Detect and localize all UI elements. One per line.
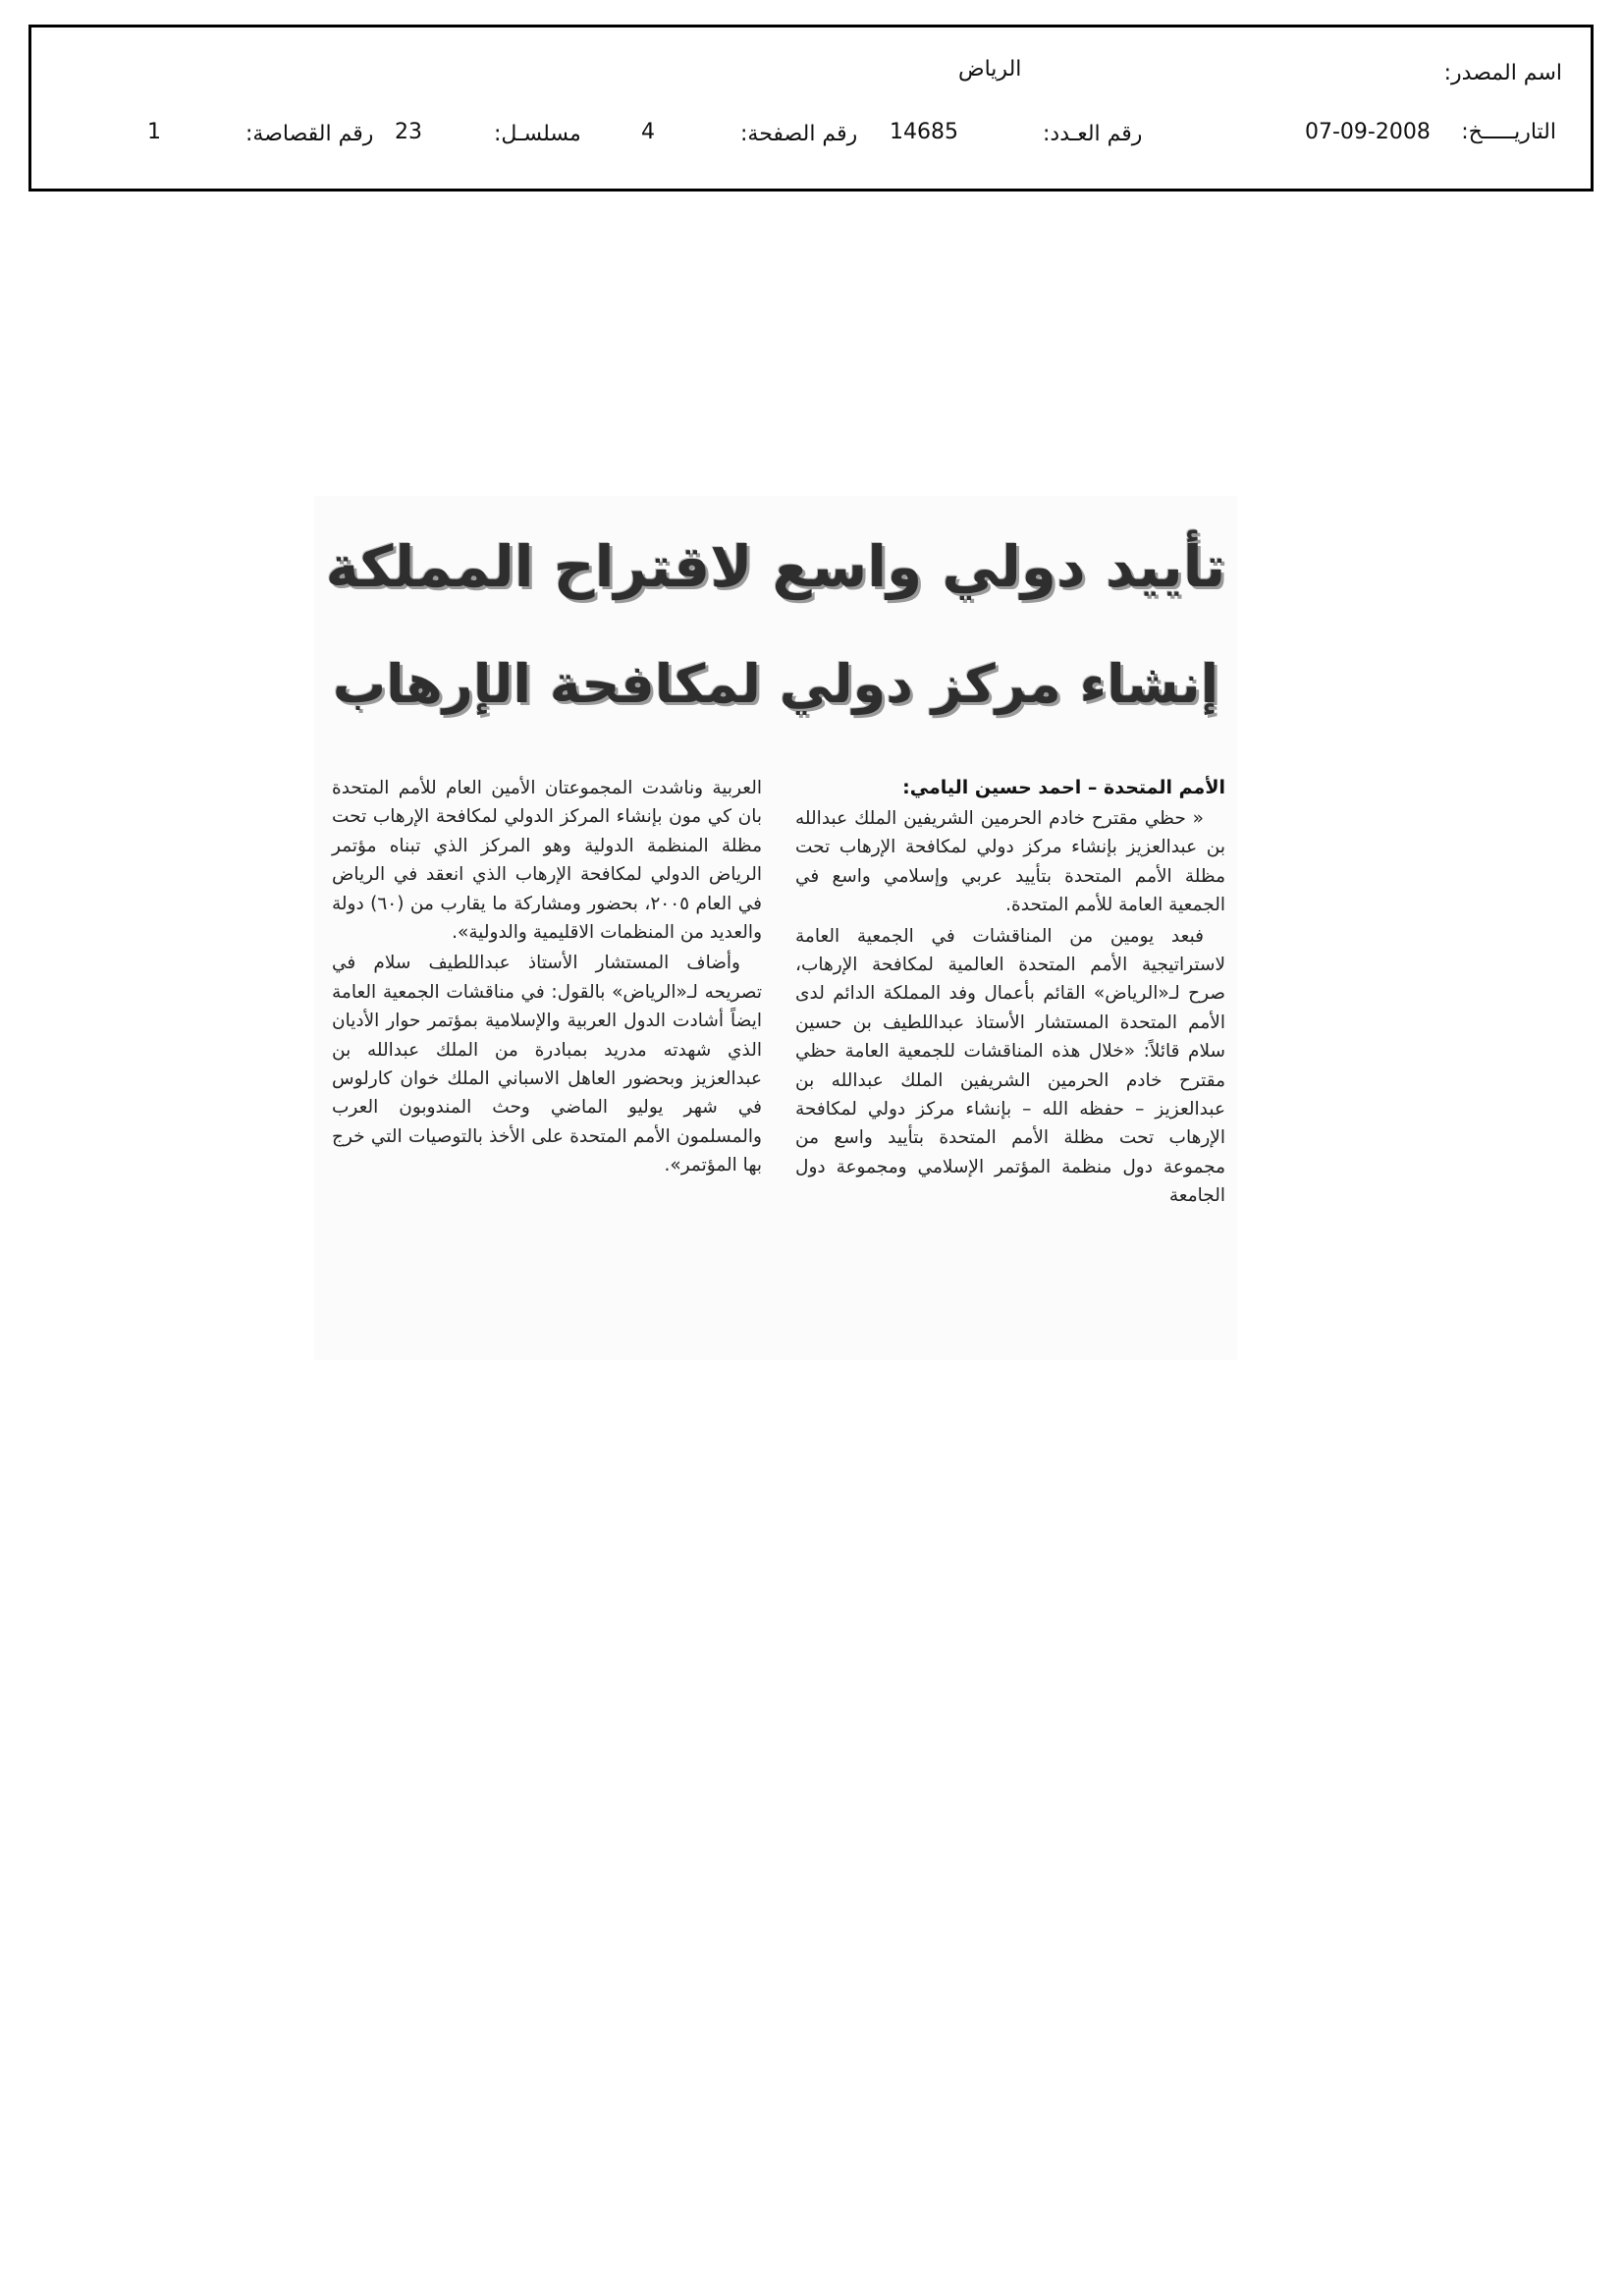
serial-value: 23	[395, 120, 422, 144]
byline: الأمم المتحدة – احمد حسين اليامي:	[902, 777, 1225, 798]
source-label: اسم المصدر:	[1443, 61, 1562, 85]
source-info-box	[28, 25, 1594, 191]
article-paragraph: فبعد يومين من المناقشات في الجمعية العامة لاستراتيجية الأمم المتحدة العالمية لمكافحة الإرهاب، صرح لـ«الرياض» القائم بأعمال وفد المملكة الدائم لدى الأمم المتحدة المستشار الأستاذ عبداللطيف بن حسين سلام قائلاً: «خلال هذه المناقشات للجمعية العامة حظي مقترح خادم الحرمين الشريفين الملك عبدالله بن عبدالعزيز – حفظه الله – بإنشاء مركز دولي لمكافحة الإرهاب تحت مظلة الأمم المتحدة بتأييد واسع من مجموعة دول منظمة المؤتمر الإسلامي ومجموعة دول الجامعة	[795, 925, 1225, 1207]
article-paragraph: « حظي مقترح خادم الحرمين الشريفين الملك عبدالله بن عبدالعزيز بإنشاء مركز دولي لمكافحة الإرهاب تحت مظلة الأمم المتحدة بتأييد عربي وإسلامي واسع في الجمعية العامة للأمم المتحدة.	[795, 808, 1225, 916]
date-value: 07-09-2008	[1305, 120, 1431, 144]
date-label: التاريـــــخ:	[1461, 120, 1556, 144]
headline-line-1: تأييد دولي واسع لاقتراح المملكة	[325, 533, 1226, 600]
article-paragraph: وأضاف المستشار الأستاذ عبداللطيف سلام في تصريحه لـ«الرياض» بالقول: في مناقشات الجمعية العامة ايضاً أشادت الدول العربية والإسلامية بمؤتمر حوار الأديان الذي شهدته مدريد بمبادرة من الملك عبدالله بن عبدالعزيز وبحضور العاهل الاسباني الملك خوان كارلوس في شهر يوليو الماضي وحث المندوبون العرب والمسلمون الأمم المتحدة على الأخذ بالتوصيات التي خرج بها المؤتمر».	[332, 953, 762, 1176]
article-right-column	[795, 774, 1225, 1211]
source-value: الرياض	[958, 57, 1022, 82]
issue-value: 14685	[890, 120, 958, 144]
clip-value: 1	[147, 120, 161, 144]
article-paragraph: العربية وناشدت المجموعتان الأمين العام للأمم المتحدة بان كي مون بإنشاء المركز الدولي لمكافحة الإرهاب تحت مظلة المنظمة الدولية وهو المركز الذي تبناه مؤتمر الرياض الدولي لمكافحة الإرهاب الذي انعقد في الرياض في العام ٢٠٠٥، بحضور ومشاركة ما يقارب من (٦٠) دولة والعديد من المنظمات الاقليمية والدولية».	[332, 778, 762, 944]
headline-line-2: إنشاء مركز دولي لمكافحة الإرهاب	[332, 653, 1219, 715]
page-label: رقم الصفحة:	[740, 122, 858, 146]
clip-label: رقم القصاصة:	[245, 122, 374, 146]
issue-label: رقم العـدد:	[1043, 122, 1143, 146]
article-left-column	[332, 774, 762, 1180]
page-value: 4	[641, 120, 655, 144]
serial-label: مسلسـل:	[494, 122, 581, 146]
